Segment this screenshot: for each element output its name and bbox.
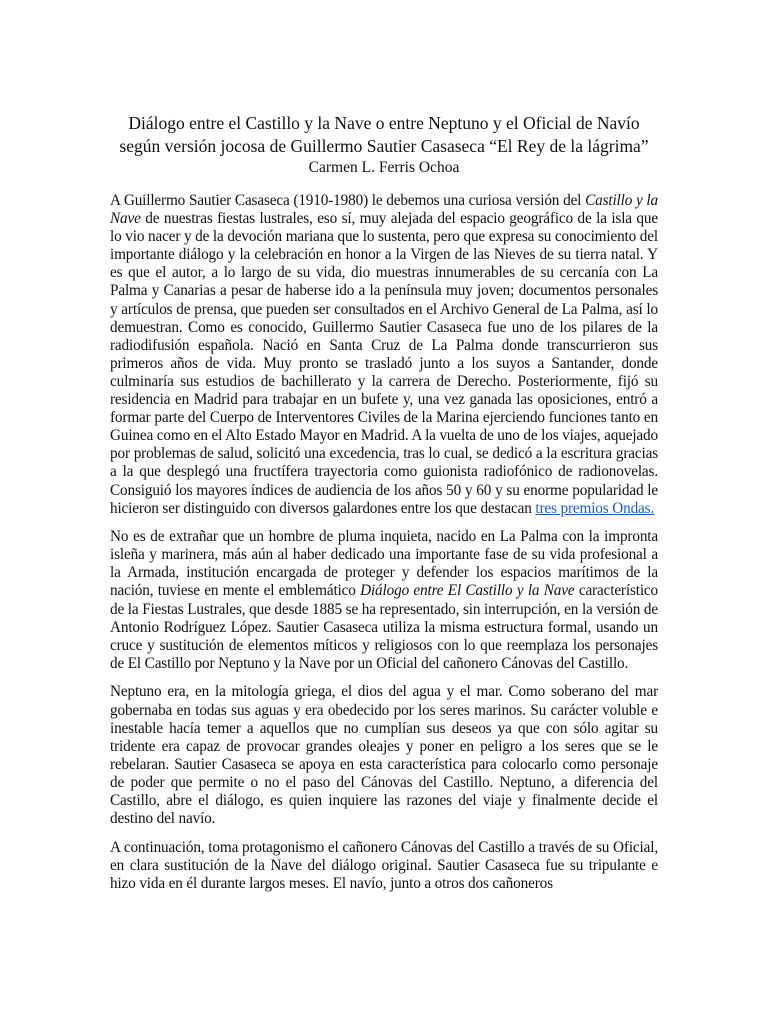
title-block: [100, 112, 668, 178]
paragraph-2-text-b: característico de la Fiestas Lustrales, que desde 1885 se ha representado, sin interrupción, en la versión de Antonio Rodríguez López. Sautier Casaseca utiliza la misma estructura formal, usando un cruce y sustitución de elementos míticos y religiosos con lo que reemplaza los personajes de El Castillo por Neptuno y la Nave por un Oficial del cañonero Cánovas del Castillo.: [110, 582, 658, 672]
document-author: Carmen L. Ferris Ochoa: [308, 159, 460, 176]
paragraph-2: [110, 528, 658, 673]
paragraph-1-italic-title: Castillo y la Nave: [110, 192, 658, 228]
paragraph-1-text-a: A Guillermo Sautier Casaseca (1910-1980) le debemos una curiosa versión del: [110, 192, 586, 209]
paragraph-1-text-b: de nuestras fiestas lustrales, eso sí, muy alejada del espacio geográfico de la isla que lo vio nacer y de la devoción mariana que lo sustenta, pero que expresa su conocimiento del importante diálogo y la celebración en honor a la Virgen de las Nieves de su tierra natal. Y es que el autor, a lo largo de su vida, dio muestras innumerables de su cercanía con La Palma y Canarias a pesar de haberse ido a la península muy joven; documentos personales y artículos de prensa, que pueden ser consultados en el Archivo General de La Palma, así lo demuestran. Como es conocido, Guillermo Sautier Casaseca fue uno de los pilares de la radiodifusión española. Nació en Santa Cruz de La Palma donde transcurrieron sus primeros años de vida. Muy pronto se trasladó junto a los suyos a Santander, donde culminaría sus estudios de bachillerato y la carrera de Derecho. Posteriormente, fijó su residencia en Madrid para trabajar en un bufete y, una vez ganada las oposiciones, entró a formar parte del Cuerpo de Interventores Civiles de la Marina ejerciendo funciones tanto en Guinea como en el Alto Estado Mayor en Madrid. A la vuelta de uno de los viajes, aquejado por problemas de salud, solicitó una excedencia, tras lo cual, se dedicó a la escritura gracias a la que desplegó una fructífera trayectoria como guionista radiofónico de radionovelas. Consiguió los mayores índices de audiencia de los años 50 y 60 y su enorme popularidad le hicieron ser distinguido con diversos galardones entre los que destacan: [110, 210, 658, 517]
paragraph-2-text-a: No es de extrañar que un hombre de pluma inquieta, nacido en La Palma con la impronta isleña y marinera, más aún al haber dedicado una importante fase de su vida profesional a la Armada, institución encargada de proteger y defender los espacios marítimos de la nación, tuviese en mente el emblemático: [110, 528, 658, 600]
paragraph-3: [110, 683, 658, 828]
document-body: [110, 192, 658, 903]
document-title-line-2: según versión jocosa de Guillermo Sautier Casaseca “El Rey de la lágrima”: [119, 136, 649, 156]
paragraph-3-text: Neptuno era, en la mitología griega, el dios del agua y el mar. Como soberano del mar gobernaba en todas sus aguas y era obedecido por los seres marinos. Su carácter voluble e inestable hacía temer a aquellos que no cumplían sus deseos ya que con sólo agitar su tridente era capaz de provocar grandes oleajes y poner en peligro a los seres que se le rebelaran. Sautier Casaseca se apoya en esta característica para colocarlo como personaje de poder que permite o no el paso del Cánovas del Castillo. Neptuno, a diferencia del Castillo, abre el diálogo, es quien inquiere las razones del viaje y finalmente decide el destino del navío.: [110, 683, 658, 828]
document-title-line-1: Diálogo entre el Castillo y la Nave o entre Neptuno y el Oficial de Navío: [128, 113, 640, 133]
paragraph-4-text: A continuación, toma protagonismo el cañonero Cánovas del Castillo a través de su Oficial, en clara sustitución de la Nave del diálogo original. Sautier Casaseca fue su tripulante e hizo vida en él durante largos meses. El navío, junto a otros dos cañoneros: [110, 838, 658, 892]
paragraph-1: [110, 192, 658, 518]
premios-ondas-link[interactable]: tres premios Ondas.: [535, 499, 655, 517]
paragraph-2-italic-title: Diálogo entre El Castillo y la Nave: [360, 582, 575, 600]
paragraph-4: [110, 839, 658, 893]
